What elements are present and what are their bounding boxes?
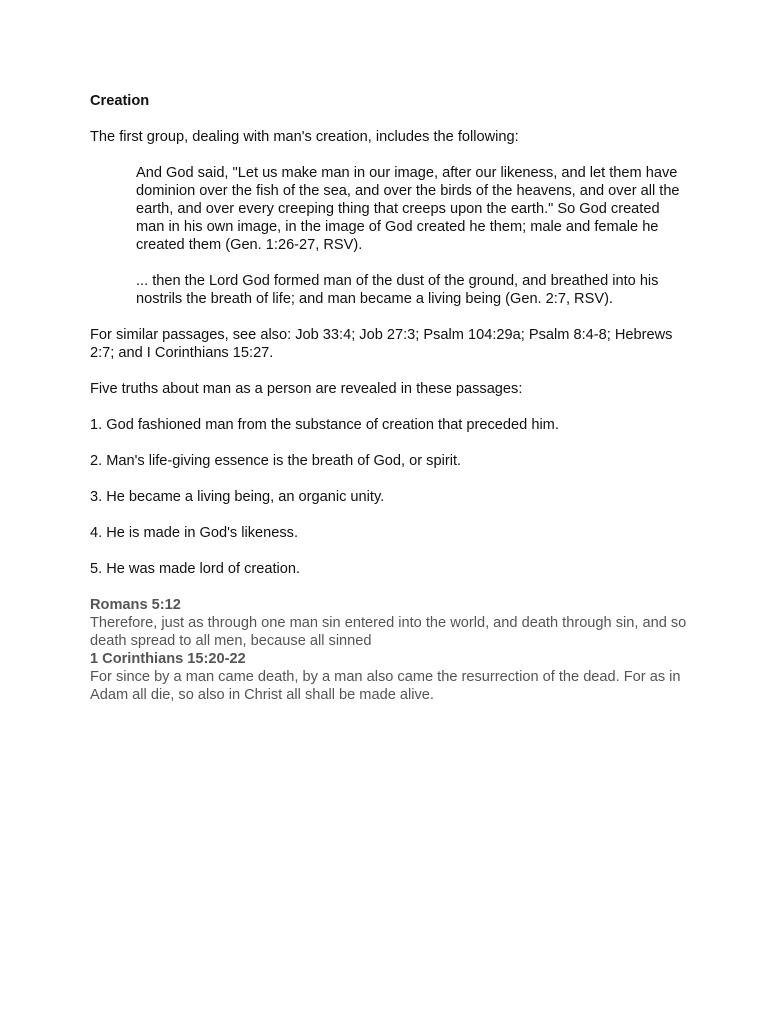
section-heading: Creation (90, 93, 150, 109)
block-quote-genesis-2: ... then the Lord God formed man of the dust of the ground, and breathed into his nostrils the breath of life; and man became a living being (Gen. 2:7, RSV). (136, 273, 659, 307)
verse-reference-romans: Romans 5:12 (90, 597, 181, 613)
verse-reference-corinthians: 1 Corinthians 15:20-22 (90, 651, 246, 667)
truth-item-5: 5. He was made lord of creation. (90, 561, 301, 577)
truths-intro-paragraph: Five truths about man as a person are revealed in these passages: (90, 381, 523, 397)
verse-text-romans: Therefore, just as through one man sin entered into the world, and death through sin, and so death spread to all men, because all sinned (90, 615, 687, 649)
similar-passages-paragraph: For similar passages, see also: Job 33:4; Job 27:3; Psalm 104:29a; Psalm 8:4-8; Hebrews 2:7; and I Corinthians 15:27. (90, 327, 673, 361)
verse-text-corinthians: For since by a man came death, by a man also came the resurrection of the dead. For as in Adam all die, so also in Christ all shall be made alive. (90, 669, 681, 703)
intro-paragraph: The first group, dealing with man's creation, includes the following: (90, 129, 519, 145)
verse-list (90, 596, 690, 704)
truth-item-4: 4. He is made in God's likeness. (90, 525, 299, 541)
truth-item-2: 2. Man's life-giving essence is the breath of God, or spirit. (90, 453, 462, 469)
truth-item-1: 1. God fashioned man from the substance of creation that preceded him. (90, 417, 559, 433)
truth-item-3: 3. He became a living being, an organic unity. (90, 489, 385, 505)
block-quote-genesis-1: And God said, "Let us make man in our image, after our likeness, and let them have dominion over the fish of the sea, and over the birds of the heavens, and over all the earth, and over every creeping thing that creeps upon the earth." So God created man in his own image, in the image of God created he them; male and female he created them (Gen. 1:26-27, RSV). (136, 165, 680, 253)
document-page (90, 92, 690, 704)
